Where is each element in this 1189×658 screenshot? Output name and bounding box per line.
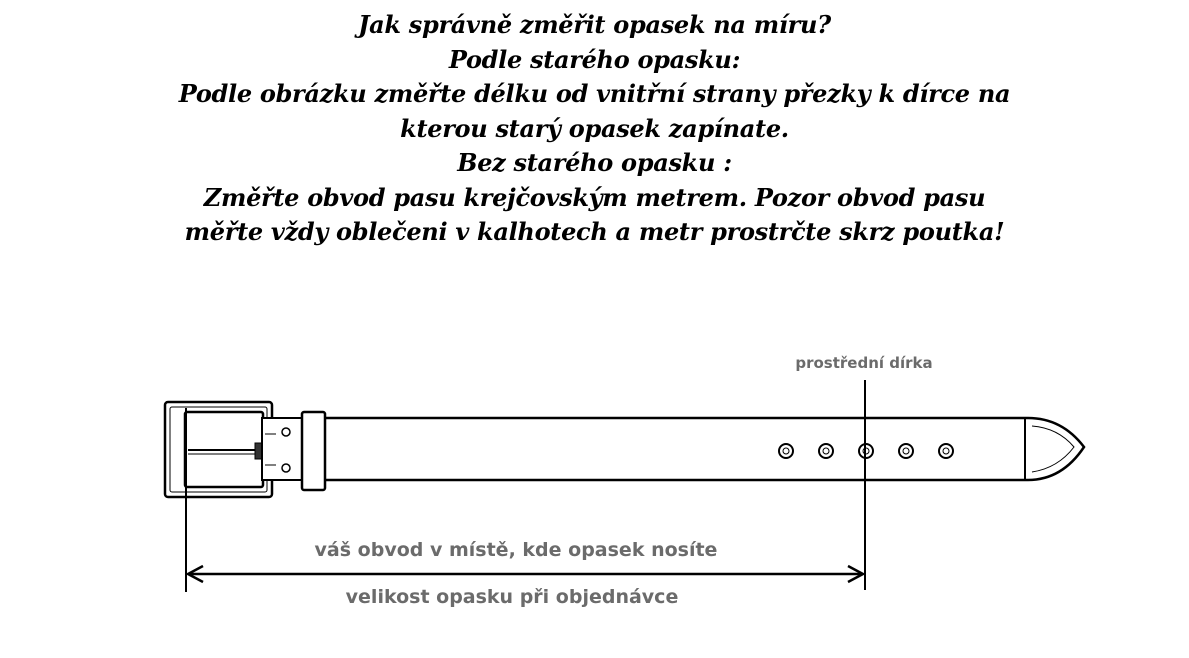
heading-line: Jak správně změřit opasek na míru? xyxy=(358,10,831,39)
belt-hole xyxy=(779,444,793,458)
belt-keeper-loop xyxy=(302,412,325,490)
belt-strap xyxy=(325,418,1084,480)
subheading-old-belt: Podle starého opasku: xyxy=(448,44,741,74)
waist-circumference-label: váš obvod v místě, kde opasek nosíte xyxy=(314,539,718,561)
belt-hole xyxy=(899,444,913,458)
middle-hole-label: prostřední dírka xyxy=(795,354,933,372)
belt-measurement-diagram xyxy=(0,330,1189,658)
buckle-strap xyxy=(262,418,302,480)
instructions-text xyxy=(0,8,1189,250)
instruction-line: měřte vždy oblečeni v kalhotech a metr prostrčte skrz poutka! xyxy=(184,217,1005,246)
instruction-line: Změřte obvod pasu krejčovským metrem. Pozor obvod pasu xyxy=(203,182,986,212)
subheading-no-belt: Bez starého opasku : xyxy=(457,148,732,177)
belt-hole xyxy=(819,444,833,458)
belt-hole xyxy=(939,444,953,458)
belt-size-label: velikost opasku při objednávce xyxy=(345,586,679,608)
measurement-arrow xyxy=(188,566,863,582)
instruction-line: Podle obrázku změřte délku od vnitřní strany přezky k dírce na xyxy=(178,79,1011,108)
belt-buckle xyxy=(165,402,272,497)
instruction-line: kterou starý opasek zapínate. xyxy=(400,113,789,143)
